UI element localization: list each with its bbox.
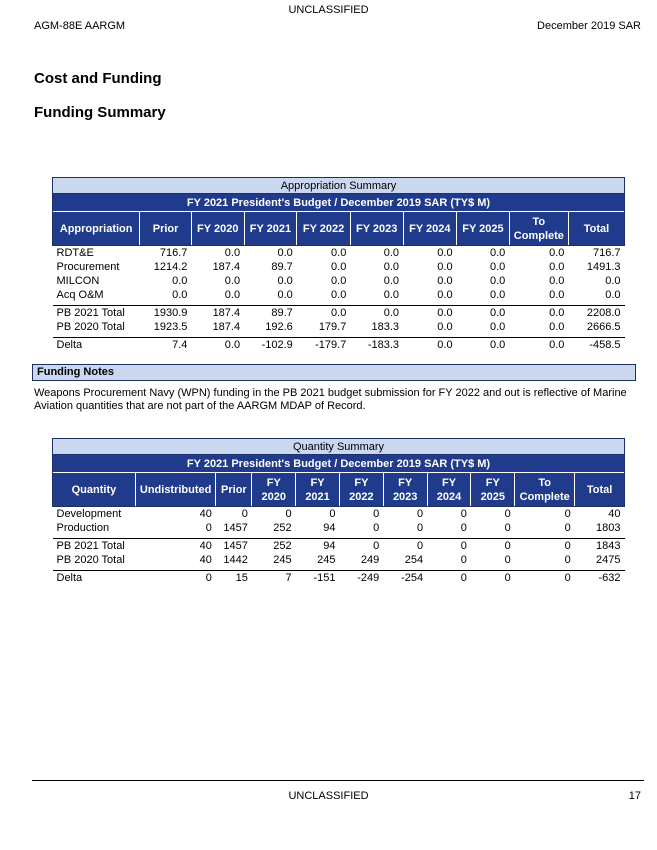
appropriation-summary-table xyxy=(52,177,625,352)
cell-value: 0.0 xyxy=(437,261,453,273)
cell-value: 1491.3 xyxy=(586,261,621,273)
cell-value: 187.4 xyxy=(191,306,244,321)
table-row xyxy=(53,246,625,261)
cell-value: 0 xyxy=(504,554,511,566)
cell-value: 249 xyxy=(360,554,380,566)
cell-value: 0.0 xyxy=(437,275,453,287)
cell-value: 0.0 xyxy=(549,261,565,273)
cell-value: 40 xyxy=(135,539,216,554)
column-header: FY 2025 xyxy=(457,212,510,246)
cell-value: 0.0 xyxy=(350,306,403,321)
cell-value: 0 xyxy=(427,539,471,554)
cell-value: 0 xyxy=(471,571,515,586)
cell-value: 0 xyxy=(373,508,380,520)
footer-classification: UNCLASSIFIED xyxy=(288,790,369,802)
column-header: Total xyxy=(568,212,624,246)
column-header: FY 2022 xyxy=(297,212,351,246)
cell-value: 40 xyxy=(608,508,621,520)
row-label: Development xyxy=(56,508,122,520)
column-header: FY 2024 xyxy=(427,473,471,507)
row-label: PB 2020 Total xyxy=(56,321,125,333)
cell-value: -179.7 xyxy=(297,338,351,353)
cell-value: 0.0 xyxy=(509,306,568,321)
column-header: To Complete xyxy=(515,473,575,507)
cell-value: 0.0 xyxy=(172,275,188,287)
footer-rule xyxy=(32,780,644,781)
cell-value: 0.0 xyxy=(403,306,457,321)
cell-value: 94 xyxy=(323,522,336,534)
cell-value: 0.0 xyxy=(489,261,506,273)
page-number: 17 xyxy=(628,790,641,802)
total-row xyxy=(53,539,625,554)
cell-value: 0 xyxy=(285,508,292,520)
funding-notes-text: Weapons Procurement Navy (WPN) funding in the PB 2021 budget submission for FY 2022 and out is reflective of Marine Aviation quantities that are not part of the AARGM MDAP of Record. xyxy=(34,387,627,412)
cell-value: 7 xyxy=(252,571,296,586)
cell-value: 7.4 xyxy=(140,338,192,353)
table-row xyxy=(53,521,625,535)
cell-value: 0.0 xyxy=(437,247,453,259)
cell-value: 0.0 xyxy=(277,289,293,301)
cell-value: 0.0 xyxy=(331,261,347,273)
cell-value: 0 xyxy=(339,539,383,554)
row-label: Delta xyxy=(53,571,136,586)
cell-value: 252 xyxy=(252,539,296,554)
cell-value: -249 xyxy=(339,571,383,586)
cell-value: 0.0 xyxy=(383,275,400,287)
cell-value: 2208.0 xyxy=(568,306,624,321)
column-header: FY 2023 xyxy=(350,212,403,246)
delta-row xyxy=(53,571,625,586)
cell-value: 0.0 xyxy=(605,275,621,287)
cell-value: -102.9 xyxy=(244,338,297,353)
column-header: FY 2020 xyxy=(191,212,244,246)
cell-value: 0.0 xyxy=(489,289,506,301)
cell-value: 0 xyxy=(564,522,571,534)
cell-value: 0 xyxy=(135,571,216,586)
header-program: AGM-88E AARGM xyxy=(34,20,126,32)
total-row xyxy=(53,320,625,334)
cell-value: 0 xyxy=(373,522,380,534)
cell-value: 15 xyxy=(216,571,252,586)
column-header: Prior xyxy=(216,473,252,507)
row-label: MILCON xyxy=(56,275,100,287)
column-header: FY 2023 xyxy=(383,473,427,507)
cell-value: 1923.5 xyxy=(153,321,188,333)
row-label: Procurement xyxy=(56,261,120,273)
table-row xyxy=(53,260,625,274)
cell-value: 0 xyxy=(564,508,571,520)
cell-value: 0.0 xyxy=(489,247,506,259)
cell-value: 187.4 xyxy=(212,261,241,273)
cell-value: 94 xyxy=(296,539,340,554)
cell-value: 2666.5 xyxy=(586,321,621,333)
cell-value: 183.3 xyxy=(371,321,400,333)
cell-value: 0 xyxy=(460,522,467,534)
cell-value: 2475 xyxy=(596,554,621,566)
cell-value: 0.0 xyxy=(224,289,241,301)
cell-value: 0.0 xyxy=(224,275,241,287)
table-row xyxy=(53,274,625,288)
cell-value: 0 xyxy=(205,522,212,534)
cell-value: 0.0 xyxy=(549,275,565,287)
quantity-subtitle: FY 2021 President's Budget / December 2019 SAR (TY$ M) xyxy=(53,455,625,473)
cell-value: 0 xyxy=(460,508,467,520)
cell-value: 1803 xyxy=(596,522,621,534)
column-header: Appropriation xyxy=(53,212,140,246)
cell-value: 0.0 xyxy=(383,247,400,259)
cell-value: 0.0 xyxy=(509,338,568,353)
subsection-title: Funding Summary xyxy=(34,104,166,121)
cell-value: 0.0 xyxy=(383,261,400,273)
column-header: Total xyxy=(575,473,625,507)
cell-value: 0.0 xyxy=(224,247,241,259)
column-header: Quantity xyxy=(53,473,136,507)
column-header: FY 2020 xyxy=(252,473,296,507)
cell-value: -458.5 xyxy=(568,338,624,353)
cell-value: 0 xyxy=(416,508,424,520)
cell-value: 0 xyxy=(329,508,336,520)
cell-value: 0.0 xyxy=(297,306,351,321)
cell-value: 1457 xyxy=(223,522,248,534)
cell-value: 0.0 xyxy=(172,289,188,301)
cell-value: 0 xyxy=(460,554,467,566)
cell-value: 716.7 xyxy=(592,247,621,259)
cell-value: 0.0 xyxy=(489,275,506,287)
cell-value: 0.0 xyxy=(549,247,565,259)
cell-value: 0.0 xyxy=(437,289,453,301)
column-header: FY 2024 xyxy=(403,212,457,246)
cell-value: 0.0 xyxy=(457,306,510,321)
cell-value: 192.6 xyxy=(265,321,293,333)
header-report: December 2019 SAR xyxy=(537,20,641,32)
row-label: Production xyxy=(56,522,110,534)
cell-value: 0 xyxy=(564,554,571,566)
section-title: Cost and Funding xyxy=(34,70,162,87)
row-label: PB 2021 Total xyxy=(53,306,140,321)
column-header: FY 2022 xyxy=(339,473,383,507)
cell-value: 40 xyxy=(199,554,212,566)
cell-value: 0.0 xyxy=(437,321,453,333)
cell-value: 1930.9 xyxy=(140,306,192,321)
cell-value: 0.0 xyxy=(277,275,293,287)
cell-value: 0 xyxy=(515,571,575,586)
cell-value: 0.0 xyxy=(191,338,244,353)
cell-value: 0.0 xyxy=(331,275,347,287)
column-header: FY 2025 xyxy=(471,473,515,507)
row-label: PB 2020 Total xyxy=(56,554,125,566)
delta-row xyxy=(53,338,625,353)
cell-value: 1442 xyxy=(223,554,248,566)
cell-value: 0.0 xyxy=(403,338,457,353)
cell-value: 0.0 xyxy=(331,289,347,301)
quantity-summary-table xyxy=(52,438,625,585)
cell-value: 0 xyxy=(471,539,515,554)
cell-value: 0 xyxy=(504,508,511,520)
table-row xyxy=(53,507,625,522)
cell-value: 179.7 xyxy=(318,321,347,333)
cell-value: 0 xyxy=(504,522,511,534)
cell-value: 1214.2 xyxy=(153,261,188,273)
total-row xyxy=(53,553,625,567)
cell-value: 252 xyxy=(273,522,292,534)
cell-value: -632 xyxy=(575,571,625,586)
cell-value: 245 xyxy=(317,554,336,566)
total-row xyxy=(53,306,625,321)
row-label: Acq O&M xyxy=(56,289,104,301)
cell-value: -254 xyxy=(383,571,427,586)
cell-value: 0 xyxy=(383,539,427,554)
cell-value: -151 xyxy=(296,571,340,586)
cell-value: 0 xyxy=(427,571,471,586)
row-label: PB 2021 Total xyxy=(53,539,136,554)
column-header: FY 2021 xyxy=(244,212,297,246)
cell-value: 0.0 xyxy=(549,321,565,333)
cell-value: 0.0 xyxy=(457,338,510,353)
header-classification: UNCLASSIFIED xyxy=(288,4,369,16)
cell-value: 0 xyxy=(515,539,575,554)
cell-value: 89.7 xyxy=(244,306,297,321)
cell-value: 0.0 xyxy=(331,247,347,259)
cell-value: 89.7 xyxy=(271,261,293,273)
cell-value: 1843 xyxy=(575,539,625,554)
cell-value: 0 xyxy=(416,522,424,534)
row-label: Delta xyxy=(53,338,140,353)
table-row xyxy=(53,288,625,302)
quantity-caption: Quantity Summary xyxy=(53,439,625,455)
column-header: To Complete xyxy=(509,212,568,246)
cell-value: 0.0 xyxy=(383,289,400,301)
cell-value: 254 xyxy=(404,554,424,566)
column-header: Undistributed xyxy=(135,473,216,507)
cell-value: 0 xyxy=(241,508,248,520)
cell-value: 0.0 xyxy=(605,289,621,301)
cell-value: 716.7 xyxy=(159,247,188,259)
cell-value: -183.3 xyxy=(350,338,403,353)
cell-value: 187.4 xyxy=(212,321,241,333)
appropriation-subtitle: FY 2021 President's Budget / December 2019 SAR (TY$ M) xyxy=(53,194,625,212)
column-header: FY 2021 xyxy=(296,473,340,507)
cell-value: 0.0 xyxy=(489,321,506,333)
cell-value: 1457 xyxy=(216,539,252,554)
cell-value: 245 xyxy=(273,554,292,566)
row-label: RDT&E xyxy=(56,247,94,259)
cell-value: 0.0 xyxy=(549,289,565,301)
column-header: Prior xyxy=(140,212,192,246)
appropriation-caption: Appropriation Summary xyxy=(53,178,625,194)
cell-value: 0.0 xyxy=(277,247,293,259)
funding-notes-header: Funding Notes xyxy=(32,364,636,381)
cell-value: 40 xyxy=(199,508,212,520)
